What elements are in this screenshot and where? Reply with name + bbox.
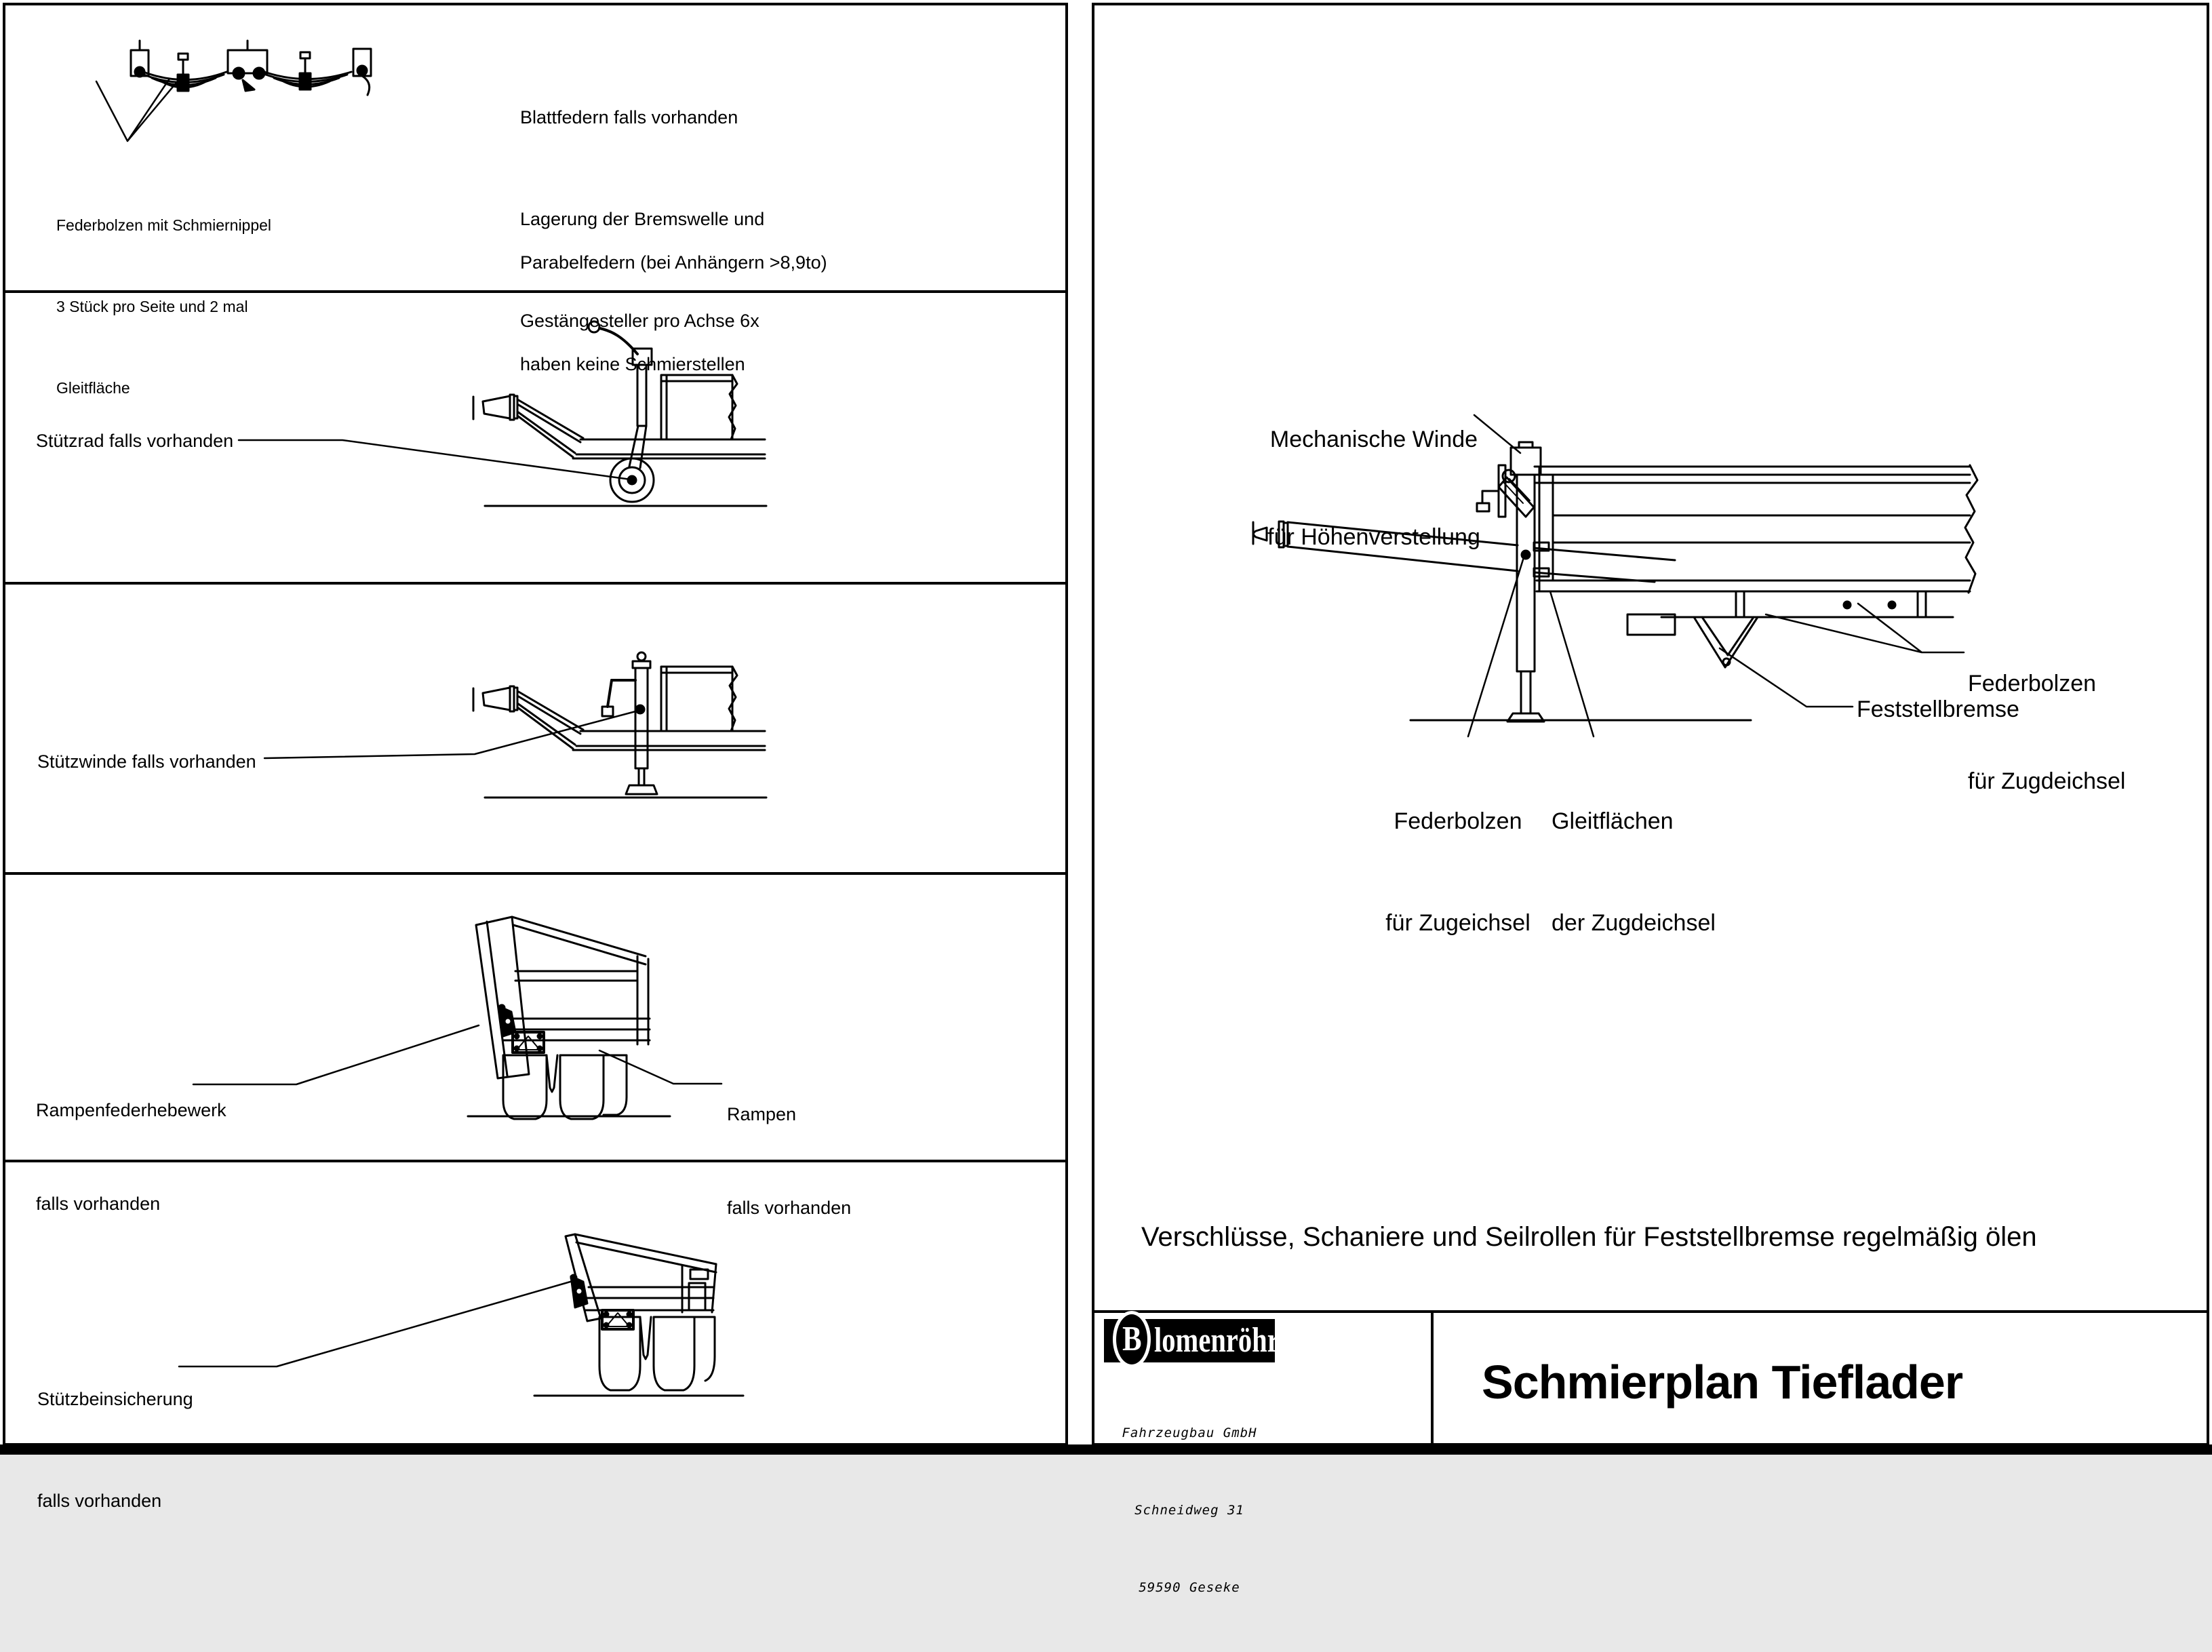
gleitflaechen-leader: [1550, 591, 1594, 736]
logo-initial: B: [1122, 1320, 1142, 1358]
stuetzbein-drawing: [179, 1234, 743, 1396]
caption-leader: [96, 79, 176, 141]
axle-caption-line1: Federbolzen mit Schmiernippel: [56, 216, 272, 234]
footer-note: Verschlüsse, Schaniere und Seilrollen für Feststellbremse regelmäßig ölen: [1141, 1222, 2037, 1252]
rampen-drawing: [193, 917, 722, 1119]
federbolzen-zugdeichsel-line1: Federbolzen: [1968, 671, 2097, 696]
blattfedern-line3: Gestängesteller pro Achse 6x: [520, 311, 759, 331]
gleitflaechen-line1: Gleitflächen: [1552, 808, 1674, 834]
federbolzen-zugdeichsel-leader: [1766, 604, 1964, 652]
federbolzen-zugdeichsel-label: [1968, 602, 2125, 863]
blomenroehr-logo-emblem: [1113, 1311, 1151, 1368]
gleitflaechen-line2: der Zugdeichsel: [1552, 910, 1716, 936]
parabelfedern-line2: haben keine Schmierstellen: [520, 354, 745, 374]
stuetzwinde-drawing: [264, 652, 766, 798]
rampenfederhebewerk-label: [36, 1032, 226, 1282]
axle-caption: [56, 157, 271, 456]
rampen-line1: Rampen: [727, 1104, 797, 1124]
rampenfederhebewerk-line1: Rampenfederhebewerk: [36, 1100, 226, 1120]
parabelfedern-line1: Parabelfedern (bei Anhängern >8,9to): [520, 252, 827, 273]
company-street: Schneidweg 31: [1134, 1503, 1244, 1518]
stuetzbein-line2: falls vorhanden: [37, 1491, 162, 1511]
stuetzrad-label: Stützrad falls vorhanden: [36, 431, 234, 451]
stuetzwinde-label: Stützwinde falls vorhanden: [37, 751, 256, 772]
hebewerk-leader: [193, 1025, 479, 1084]
axle-caption-line2: 3 Stück pro Seite und 2 mal: [56, 298, 248, 315]
company-address: [1104, 1369, 1275, 1652]
mechanische-winde-line2: für Höhenverstellung: [1267, 524, 1480, 550]
company-city: 59590 Geseke: [1139, 1580, 1240, 1595]
feststellbremse-leader: [1720, 648, 1853, 707]
federbolzen-zugdeichsel-line2: für Zugdeichsel: [1968, 768, 2126, 794]
stuetzbein-leader: [179, 1280, 575, 1366]
gleitflaechen-label: [1552, 736, 1716, 1008]
rampenfederhebewerk-line2: falls vorhanden: [36, 1194, 161, 1214]
logo-wordmark: lomenröhr: [1154, 1321, 1280, 1360]
rampen-label: [727, 1036, 851, 1286]
parabelfedern-note: [520, 178, 827, 449]
federbolzen-zugeichsel-line2: für Zugeichsel: [1385, 910, 1530, 936]
mechanische-winde-label: [1261, 358, 1486, 618]
stuetzbein-line1: Stützbeinsicherung: [37, 1389, 193, 1409]
blattfedern-line2: Lagerung der Bremswelle und: [520, 209, 765, 229]
feststellbremse-label: Feststellbremse: [1857, 696, 2019, 722]
federbolzen-zugeichsel-line1: Federbolzen: [1394, 808, 1522, 834]
mechanische-winde-line1: Mechanische Winde: [1269, 427, 1478, 452]
axle-caption-line3: Gleitfläche: [56, 379, 130, 397]
rampen-line2: falls vorhanden: [727, 1198, 852, 1218]
stuetzbein-label: [37, 1314, 193, 1586]
federbolzen-zugeichsel-label: [1380, 736, 1536, 1008]
drawing-title: Schmierplan Tieflader: [1482, 1356, 1963, 1409]
company-name: Fahrzeugbau GmbH: [1122, 1425, 1257, 1440]
blattfedern-line1: Blattfedern falls vorhanden: [520, 107, 738, 127]
leaf-spring-axle-drawing: [96, 41, 371, 141]
